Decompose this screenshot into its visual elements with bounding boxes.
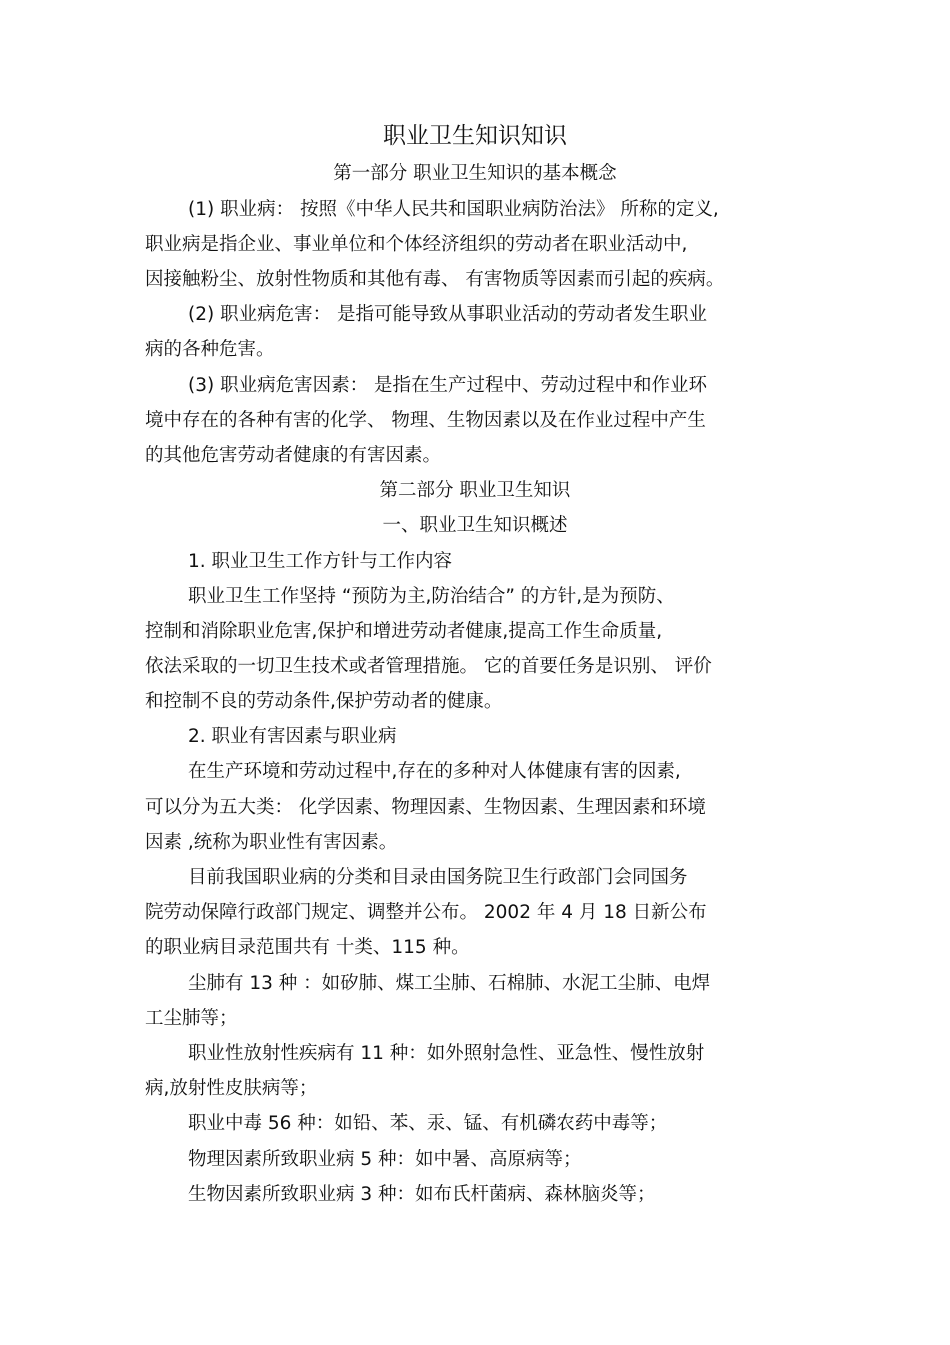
paragraph-line: 职业病是指企业、事业单位和个体经济组织的劳动者在职业活动中, — [145, 234, 688, 255]
paragraph-line: 可以分为五大类： 化学因素、物理因素、生物因素、生理因素和环境 — [145, 797, 706, 818]
paragraph-line: (3) 职业病危害因素： 是指在生产过程中、劳动过程中和作业环 — [188, 375, 707, 396]
paragraph-line: 病,放射性皮肤病等； — [145, 1078, 318, 1099]
paragraph-line: 目前我国职业病的分类和目录由国务院卫生行政部门会同国务 — [188, 867, 688, 888]
paragraph-line: 尘肺有 13 种 ：如矽肺、煤工尘肺、石棉肺、水泥工尘肺、电焊 — [188, 973, 711, 994]
paragraph-line: 因素 ,统称为职业性有害因素。 — [145, 832, 398, 853]
paragraph-line: 因接触粉尘、放射性物质和其他有毒、 有害物质等因素而引起的疾病。 — [145, 269, 725, 290]
paragraph-line: 职业卫生工作坚持 “预防为主,防治结合” 的方针,是为预防、 — [188, 586, 675, 607]
paragraph-line: 的其他危害劳动者健康的有害因素。 — [145, 445, 442, 466]
paragraph-line: 和控制不良的劳动条件,保护劳动者的健康。 — [145, 691, 503, 712]
document-title: 职业卫生知识知识 — [383, 123, 567, 149]
paragraph-line: 境中存在的各种有害的化学、 物理、生物因素以及在作业过程中产生 — [145, 410, 706, 431]
paragraph-line: 职业性放射性疾病有 11 种：如外照射急性、亚急性、慢性放射 — [188, 1043, 705, 1064]
section1-heading: 一、职业卫生知识概述 — [382, 515, 568, 536]
paragraph-line: 在生产环境和劳动过程中,存在的多种对人体健康有害的因素, — [188, 761, 681, 782]
paragraph-line: (1) 职业病： 按照《中华人民共和国职业病防治法》 所称的定义, — [188, 199, 719, 220]
paragraph-line: 职业中毒 56 种：如铅、苯、汞、锰、有机磷农药中毒等； — [188, 1113, 668, 1134]
paragraph-line: (2) 职业病危害： 是指可能导致从事职业活动的劳动者发生职业 — [188, 304, 707, 325]
part2-heading: 第二部分 职业卫生知识 — [379, 480, 571, 501]
part1-heading: 第一部分 职业卫生知识的基本概念 — [333, 163, 617, 184]
paragraph-line: 依法采取的一切卫生技术或者管理措施。 它的首要任务是识别、 评价 — [145, 656, 712, 677]
paragraph-line: 控制和消除职业危害,保护和增进劳动者健康,提高工作生命质量, — [145, 621, 663, 642]
paragraph-line: 生物因素所致职业病 3 种：如布氏杆菌病、森林脑炎等； — [188, 1184, 656, 1205]
paragraph-line: 院劳动保障行政部门规定、调整并公布。 2002 年 4 月 18 日新公布 — [145, 902, 707, 923]
paragraph-line: 病的各种危害。 — [145, 339, 275, 360]
item2-heading: 2. 职业有害因素与职业病 — [188, 726, 397, 747]
paragraph-line: 工尘肺等； — [145, 1008, 238, 1029]
paragraph-line: 的职业病目录范围共有 十类、115 种。 — [145, 937, 470, 958]
paragraph-line: 物理因素所致职业病 5 种：如中暑、高原病等； — [188, 1149, 582, 1170]
item1-heading: 1. 职业卫生工作方针与工作内容 — [188, 551, 453, 572]
